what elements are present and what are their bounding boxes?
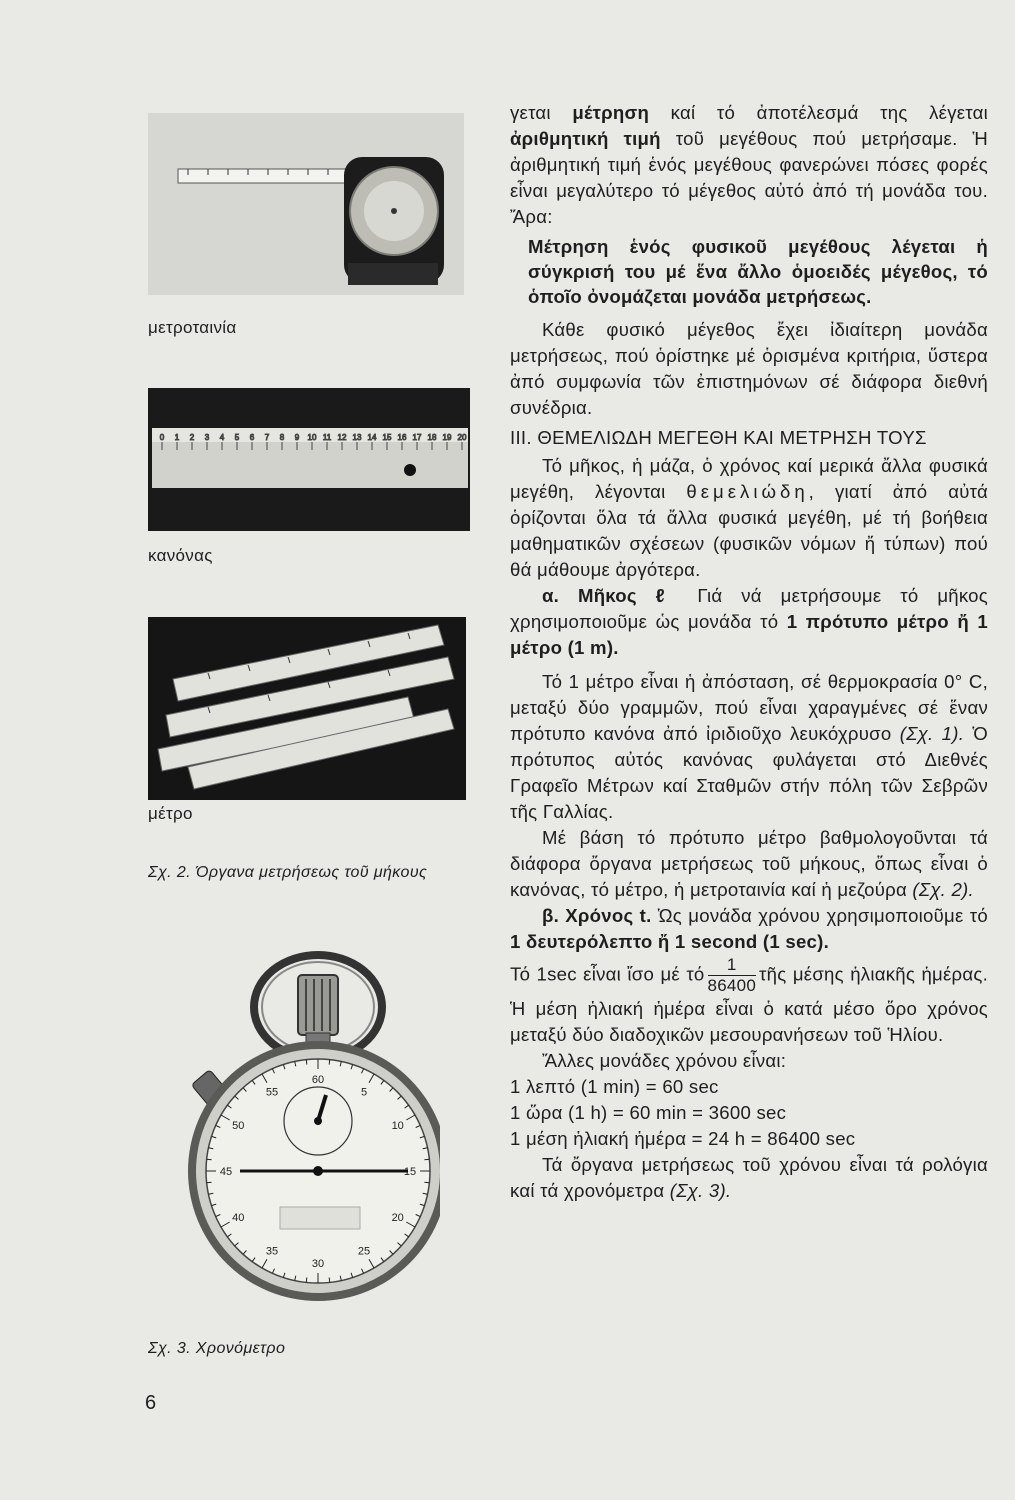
main-text-column [510, 100, 988, 1204]
ruler-tick-label: 18 [427, 433, 437, 442]
fraction [708, 955, 757, 996]
caption-tape: μετροταινία [148, 318, 237, 337]
ruler-tick-label: 7 [264, 433, 270, 442]
folding-meter-photo [148, 617, 466, 800]
dial-number: 20 [391, 1212, 404, 1224]
dial-number: 55 [265, 1086, 279, 1099]
text-run: Ὁ πρότυπος αὐτός κανόνας φυλάγεται στό Διεθνές Γραφεῖο Μέτρων καί Σταθμῶν στήν πόλη τῶν Σεβρῶν τῆς Γαλλίας. [510, 723, 988, 822]
paragraph-clocks [510, 1152, 988, 1204]
definition-box: Μέτρηση ἑνός φυσικοῦ μεγέθους λέγεται ἡ σύγκρισή του μέ ἕνα ἄλλο ὁμοειδές μέγεθος, τό ὁποῖο ὀνομάζεται μονάδα μετρήσεως. [528, 236, 988, 307]
list-item: 1 μέση ἡλιακή ἡμέρα = 24 h = 86400 sec [510, 1128, 856, 1149]
paragraph-second-definition [510, 955, 988, 1048]
list-item: 1 ὥρα (1 h) = 60 min = 3600 sec [510, 1102, 787, 1123]
dial-tick [329, 1060, 330, 1065]
figure-2-caption-text: Σχ. 2. Όργανα μετρήσεως τοῦ μήκους [148, 864, 428, 881]
dial-number: 15 [403, 1166, 417, 1178]
term-metro: 1 πρότυπο μέτρο ἤ 1 μέτρο (1 m). [510, 611, 988, 658]
figure-ref: (Σχ. 2). [912, 879, 974, 900]
ruler-tick-label: 15 [382, 433, 392, 442]
dial-number: 10 [391, 1120, 404, 1132]
figure-ref: (Σχ. 3). [669, 1180, 732, 1201]
ruler-tick-label: 3 [204, 433, 210, 442]
ruler-tick-label: 12 [337, 433, 347, 442]
ruler-tick-label: 1 [174, 433, 180, 442]
text-run: Τό 1 μέτρο εἶναι ἡ ἀπόσταση, σέ θερμοκρασία 0° C, μεταξύ δύο γραμμῶν, πού εἶναι χαραγμένες σέ ἕναν πρότυπο κανόνα ἀπό ἰριδιοῦχο λευκόχρυσο [510, 671, 988, 744]
ruler-tick-label: 19 [442, 433, 452, 442]
ruler-tick-label: 5 [234, 433, 240, 442]
dial-tick [329, 1277, 330, 1282]
ruler-photo [148, 388, 470, 531]
ruler-tick-label: 17 [412, 433, 422, 442]
dial-tick [207, 1159, 212, 1160]
text-run: Τό μῆκος, ἡ μάζα, ὁ χρόνος καί μερικά ἄλλα φυσικά μεγέθη, λέγονται [510, 455, 988, 502]
page-number: 6 [145, 1392, 157, 1414]
subheading-length: α. Μῆκος ℓ [542, 585, 679, 606]
paragraph-meter-definition [510, 669, 988, 825]
dial-tick [424, 1159, 429, 1160]
text-run: τοῦ μεγέθους πού μετρήσαμε. Ἡ ἀριθμητική τιμή ἑνός μεγέθους φανερώνει πόσες φορές εἶναι μεγαλύτερο τό μέγεθος αὐτό ἀπό τή μονάδα του. Ἄρα: [510, 128, 988, 227]
ruler-tick-label: 0 [159, 433, 165, 442]
dial-number: 35 [265, 1245, 279, 1258]
text-run: γεται [510, 102, 573, 123]
ruler-tick-label: 9 [294, 433, 300, 442]
text-run: Τό 1sec εἶναι ἴσο μέ τό [510, 963, 705, 985]
dial-number: 5 [360, 1086, 368, 1099]
dial-tick [424, 1182, 429, 1183]
ruler-tick-label: 2 [189, 433, 195, 442]
dial-number: 40 [232, 1212, 245, 1224]
ruler-tick-label: 11 [322, 433, 332, 442]
caption-ruler: κανόνας [148, 546, 213, 565]
text-run: τῆς μέσης ἡλιακῆς ἡμέρας. Ἡ μέση ἡλιακή ἡμέρα εἶναι ὁ κατά μέσο ὅρο χρόνος μεταξύ δύο διαδοχικῶν μεσουρανήσεων τοῦ Ἡλίου. [510, 963, 988, 1045]
fraction-numerator: 1 [708, 955, 757, 976]
figure-ref: (Σχ. 1). [899, 723, 965, 744]
stopwatch-illustration [180, 945, 440, 1315]
figure-2-caption [148, 862, 468, 884]
figure-3-caption: Σχ. 3. Χρονόμετρο [148, 1340, 286, 1357]
dial-tick [306, 1277, 307, 1282]
text-run: Γιά νά μετρήσουμε τό μῆκος χρησιμοποιοῦμε ὡς μονάδα τό [510, 585, 988, 632]
ruler-tick-label: 20 [457, 433, 467, 442]
paragraph-units: Κάθε φυσικό μέγεθος ἔχει ἰδιαίτερη μονάδα μετρήσεως, πού ὁρίστηκε μέ ὁρισμένα κριτήρια, ὕστερα ἀπό συμφωνία τῶν ἐπιστημόνων σέ διάφορα διεθνή συνέδρια. [510, 319, 988, 418]
dial-number: 30 [311, 1258, 325, 1270]
text-run: Μέ βάση τό πρότυπο μέτρο βαθμολογοῦνται τά διάφορα ὄργανα μετρήσεως τοῦ μήκους, ὅπως εἶναι ὁ κανόνας, τό μέτρο, ἡ μετροταινία καί ἡ μεζούρα [510, 827, 988, 900]
ruler-tick-label: 8 [279, 433, 285, 442]
term-themeliodi: θεμελιώδη [686, 481, 809, 502]
paragraph-time [510, 903, 988, 955]
ruler-tick-label: 13 [352, 433, 362, 442]
dial-number: 50 [232, 1120, 245, 1132]
term-arithmitiki-timi: ἀριθμητική τιμή [510, 128, 661, 149]
ruler-tick-label: 10 [307, 433, 317, 442]
term-second: 1 δευτερόλεπτο ἤ 1 second (1 sec). [510, 931, 829, 952]
term-metrisi: μέτρηση [572, 102, 650, 123]
list-item: 1 λεπτό (1 min) = 60 sec [510, 1076, 719, 1097]
caption-meter: μέτρο [148, 804, 193, 823]
paragraph-instruments [510, 825, 988, 903]
subheading-time: β. Χρόνος t. [542, 905, 652, 926]
paragraph-other-units: Ἄλλες μονάδες χρόνου εἶναι: [542, 1050, 787, 1071]
paragraph-length [510, 583, 988, 661]
section-heading: ΙΙΙ. ΘΕΜΕΛΙΩΔΗ ΜΕΓΕΘΗ ΚΑΙ ΜΕΤΡΗΣΗ ΤΟΥΣ [510, 427, 927, 448]
text-run: Τά ὄργανα μετρήσεως τοῦ χρόνου εἶναι τά ρολόγια καί τά χρονόμετρα [510, 1154, 988, 1201]
tape-measure-photo [148, 113, 464, 295]
ruler-tick-label: 16 [397, 433, 407, 442]
dial-number: 60 [311, 1074, 325, 1086]
paragraph-measurement [510, 100, 988, 230]
dial-tick [306, 1060, 307, 1065]
dial-number: 45 [219, 1166, 233, 1178]
text-run: καί τό ἀποτέλεσμά της λέγεται [649, 102, 988, 123]
text-run: , γιατί ἀπό αὐτά ὁρίζονται ὅλα τά ἄλλα φυσικά μεγέθη, μέ τή βοήθεια μαθηματικῶν σχέσεων (φυσικῶν νόμων ἤ τύπων) πού θά μάθουμε ἀργότερα. [510, 481, 988, 580]
dial-tick [207, 1182, 212, 1183]
ruler-tick-label: 6 [249, 433, 255, 442]
fraction-denominator: 86400 [707, 976, 757, 995]
paragraph-fundamental [510, 453, 988, 583]
dial-number: 25 [357, 1245, 371, 1258]
text-run: Ὡς μονάδα χρόνου χρησιμοποιοῦμε τό [651, 905, 988, 926]
ruler-tick-label: 4 [219, 433, 225, 442]
ruler-tick-label: 14 [367, 433, 377, 442]
